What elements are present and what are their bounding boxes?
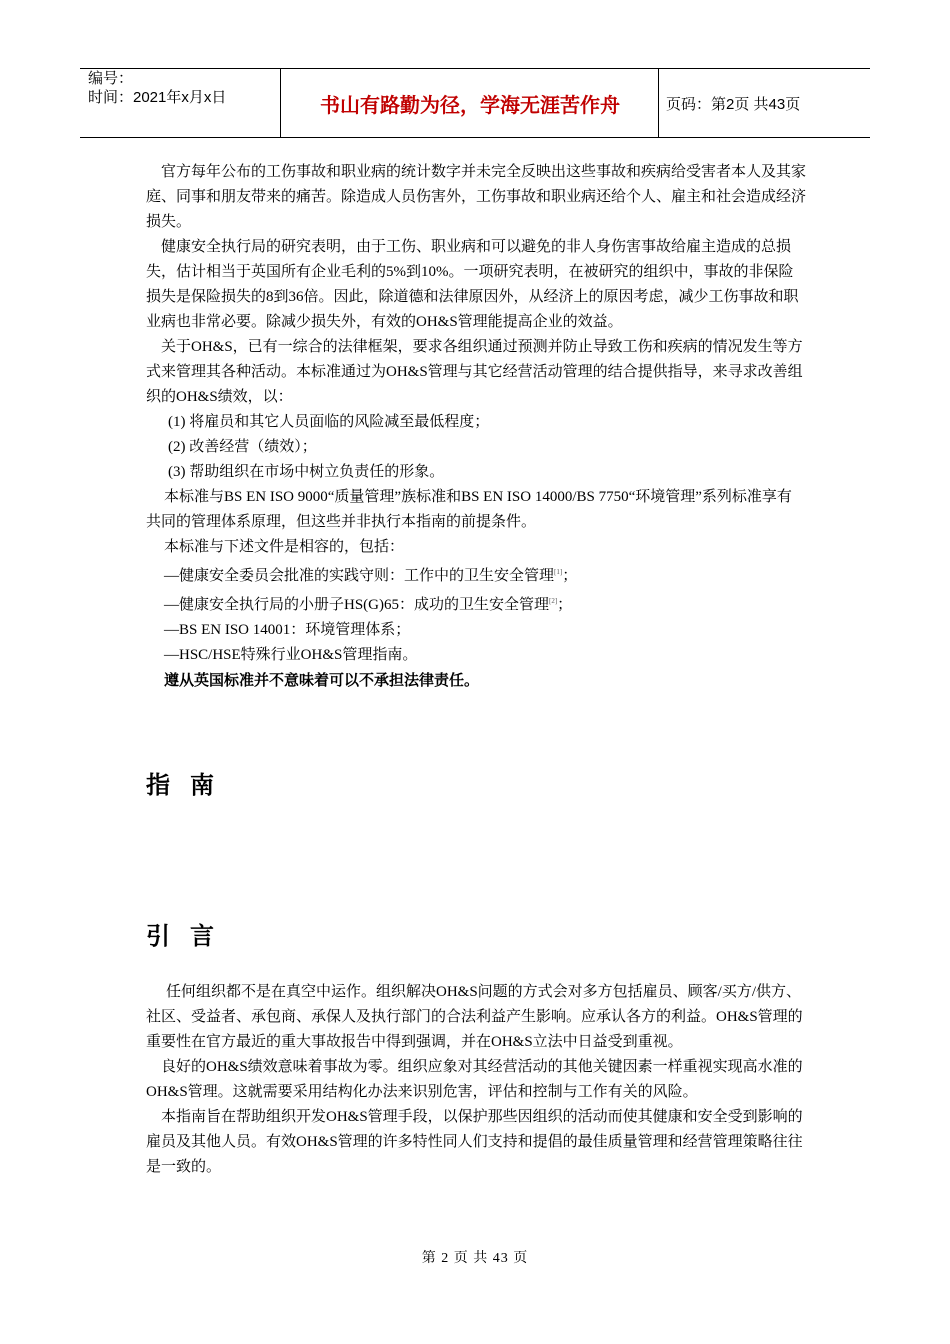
- header-divider: [658, 69, 659, 137]
- document-time-label: 时间：2021年x月x日: [88, 89, 227, 106]
- list-item: (2) 改善经营（绩效）；: [168, 439, 317, 455]
- section-heading-guide: 指南: [146, 771, 234, 799]
- document-number-label: 编号：: [88, 70, 134, 87]
- page-footer: 第 2 页 共 43 页: [421, 1251, 529, 1266]
- paragraph: 本标准与BS EN ISO 9000“质量管理”族标准和BS EN ISO 14000/BS 7750“环境管理”系列标准享有共同的管理体系原理，但这些并非执行本指南的前提条件。: [146, 489, 792, 530]
- reference-item: —健康安全委员会批准的实践守则：工作中的卫生安全管理[1]；: [164, 568, 578, 584]
- paragraph: 健康安全执行局的研究表明，由于工伤、职业病和可以避免的非人身伤害事故给雇主造成的总损失，估计相当于英国所有企业毛利的5%到10%。一项研究表明，在被研究的组织中，事故的非保险损失是保险损失的8到36倍。因此，除道德和法律原因外，从经济上的原因考虑，减少工伤事故和职业病也非常必要。除减少损失外，有效的OH&S管理能提高企业的效益。: [146, 239, 799, 330]
- header-left: [88, 69, 226, 107]
- footnote-marker: [1]: [554, 568, 563, 576]
- section-heading-intro: 引言: [146, 922, 234, 950]
- reference-item: —BS EN ISO 14001：环境管理体系；: [164, 622, 411, 638]
- legal-note: 遵从英国标准并不意味着可以不承担法律责任。: [164, 671, 480, 689]
- header-divider: [280, 69, 281, 137]
- body-text: [146, 160, 806, 693]
- footnote-marker: [2]: [549, 597, 558, 605]
- paragraph: 良好的OH&S绩效意味着事故为零。组织应象对其经营活动的其他关键因素一样重视实现高水准的OH&S管理。这就需要采用结构化办法来识别危害，评估和控制与工作有关的风险。: [146, 1059, 803, 1100]
- paragraph: 关于OH&S，已有一综合的法律框架，要求各组织通过预测并防止导致工伤和疾病的情况发生等方式来管理其各种活动。本标准通过为OH&S管理与其它经营活动管理的结合提供指导，来寻求改善组织的OH&S绩效，以：: [146, 339, 803, 405]
- reference-item: —健康安全执行局的小册子HS(G)65：成功的卫生安全管理[2]；: [164, 597, 573, 613]
- paragraph: 本标准与下述文件是相容的，包括：: [164, 539, 405, 555]
- paragraph: 任何组织都不是在真空中运作。组织解决OH&S问题的方式会对多方包括雇员、顾客/买方/供方、社区、受益者、承包商、承保人及执行部门的合法利益产生影响。应承认各方的利益。OH&S管理的重要性在官方最近的重大事故报告中得到强调，并在OH&S立法中日益受到重视。: [146, 984, 803, 1050]
- reference-item: —HSC/HSE特殊行业OH&S管理指南。: [164, 647, 418, 663]
- intro-text: [146, 980, 806, 1180]
- paragraph: 本指南旨在帮助组织开发OH&S管理手段，以保护那些因组织的活动而使其健康和安全受到影响的雇员及其他人员。有效OH&S管理的许多特性同人们支持和提倡的最佳质量管理和经营管理策略往往是一致的。: [146, 1109, 803, 1175]
- list-item: (1) 将雇员和其它人员面临的风险减至最低程度；: [168, 414, 490, 430]
- header-motto: 书山有路勤为径，学海无涯苦作舟: [320, 93, 620, 117]
- page-header: [80, 68, 870, 138]
- paragraph: 官方每年公布的工伤事故和职业病的统计数字并未完全反映出这些事故和疾病给受害者本人及其家庭、同事和朋友带来的痛苦。除造成人员伤害外，工伤事故和职业病还给个人、雇主和社会造成经济损失。: [146, 164, 807, 230]
- header-page-number: 页码：第2页 共43页: [666, 96, 801, 113]
- list-item: (3) 帮助组织在市场中树立负责任的形象。: [168, 464, 445, 480]
